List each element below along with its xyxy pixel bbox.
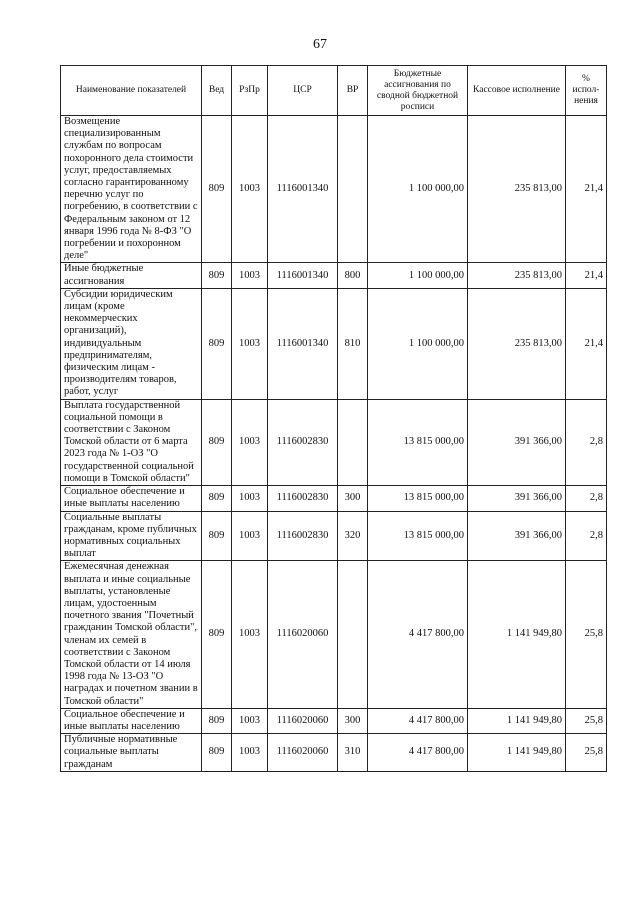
- row-name: Ежемесячная денежная выплата и иные социальные выплаты, установленые лицам, удостоенным почетного звания "Почетный гражданин Томской области", членам их семей в соответствии с Законом Томской области от 14 июля 1998 года № 13-ОЗ "О наградах и почетном звании в Томской области": [61, 561, 202, 708]
- row-budget: 13 815 000,00: [368, 486, 468, 511]
- row-cash: 1 141 949,80: [468, 708, 566, 733]
- row-budget: 4 417 800,00: [368, 708, 468, 733]
- row-percent: 21,4: [566, 263, 607, 288]
- row-name: Иные бюджетные ассигнования: [61, 263, 202, 288]
- row-name: Выплата государственной социальной помощи в соответствии с Законом Томской области от 6 марта 2023 года № 1-ОЗ "О государственной социальной помощи в Томской области": [61, 399, 202, 485]
- table-row: [61, 561, 607, 708]
- row-percent: 25,8: [566, 561, 607, 708]
- row-vr: [338, 399, 368, 485]
- row-budget: 13 815 000,00: [368, 399, 468, 485]
- row-csr: 1116001340: [268, 116, 338, 263]
- header-csr: ЦСР: [268, 66, 338, 116]
- row-rzpr: 1003: [232, 399, 268, 485]
- header-budget: Бюджетные ассигнования по сводной бюджетной росписи: [368, 66, 468, 116]
- row-csr: 1116002830: [268, 399, 338, 485]
- row-cash: 235 813,00: [468, 263, 566, 288]
- table-row: [61, 116, 607, 263]
- row-vr: [338, 116, 368, 263]
- row-cash: 235 813,00: [468, 288, 566, 399]
- table-row: [61, 263, 607, 288]
- row-budget: 13 815 000,00: [368, 511, 468, 561]
- row-ved: 809: [202, 399, 232, 485]
- row-ved: 809: [202, 288, 232, 399]
- row-csr: 1116002830: [268, 486, 338, 511]
- row-cash: 235 813,00: [468, 116, 566, 263]
- budget-execution-table: [60, 65, 607, 772]
- row-csr: 1116020060: [268, 734, 338, 772]
- row-rzpr: 1003: [232, 288, 268, 399]
- row-budget: 1 100 000,00: [368, 288, 468, 399]
- header-percent: % испол-нения: [566, 66, 607, 116]
- row-ved: 809: [202, 263, 232, 288]
- table-row: [61, 708, 607, 733]
- row-csr: 1116001340: [268, 288, 338, 399]
- row-cash: 391 366,00: [468, 399, 566, 485]
- header-name: Наименование показателей: [61, 66, 202, 116]
- row-percent: 2,8: [566, 399, 607, 485]
- row-budget: 4 417 800,00: [368, 734, 468, 772]
- row-ved: 809: [202, 486, 232, 511]
- row-ved: 809: [202, 734, 232, 772]
- table-row: [61, 288, 607, 399]
- row-rzpr: 1003: [232, 734, 268, 772]
- row-percent: 2,8: [566, 511, 607, 561]
- header-rzpr: РзПр: [232, 66, 268, 116]
- page-number: 67: [313, 37, 327, 52]
- row-percent: 25,8: [566, 734, 607, 772]
- table-row: [61, 486, 607, 511]
- row-percent: 2,8: [566, 486, 607, 511]
- row-vr: 320: [338, 511, 368, 561]
- row-cash: 1 141 949,80: [468, 561, 566, 708]
- table-row: [61, 399, 607, 485]
- row-rzpr: 1003: [232, 561, 268, 708]
- row-rzpr: 1003: [232, 486, 268, 511]
- row-percent: 25,8: [566, 708, 607, 733]
- row-name: Субсидии юридическим лицам (кроме некоммерческих организаций), индивидуальным предпринимателям, физическим лицам - производителям товаров, работ, услуг: [61, 288, 202, 399]
- row-budget: 4 417 800,00: [368, 561, 468, 708]
- row-name: Публичные нормативные социальные выплаты гражданам: [61, 734, 202, 772]
- row-vr: 810: [338, 288, 368, 399]
- header-cash: Кассовое исполнение: [468, 66, 566, 116]
- row-ved: 809: [202, 511, 232, 561]
- row-ved: 809: [202, 561, 232, 708]
- row-vr: 310: [338, 734, 368, 772]
- row-name: Социальные выплаты гражданам, кроме публичных нормативных социальных выплат: [61, 511, 202, 561]
- row-csr: 1116001340: [268, 263, 338, 288]
- row-vr: 800: [338, 263, 368, 288]
- table-row: [61, 734, 607, 772]
- header-ved: Вед: [202, 66, 232, 116]
- row-rzpr: 1003: [232, 116, 268, 263]
- row-ved: 809: [202, 708, 232, 733]
- row-vr: 300: [338, 486, 368, 511]
- row-name: Возмещение специализированным службам по вопросам похоронного дела стоимости услуг, предоставляемых согласно гарантированному перечню услуг по погребению, в соответствии с Федеральным законом от 12 января 1996 года № 8-ФЗ "О погребении и похоронном деле": [61, 116, 202, 263]
- row-csr: 1116020060: [268, 561, 338, 708]
- row-csr: 1116002830: [268, 511, 338, 561]
- row-budget: 1 100 000,00: [368, 263, 468, 288]
- row-rzpr: 1003: [232, 511, 268, 561]
- row-cash: 391 366,00: [468, 486, 566, 511]
- row-rzpr: 1003: [232, 263, 268, 288]
- header-vr: ВР: [338, 66, 368, 116]
- row-ved: 809: [202, 116, 232, 263]
- row-percent: 21,4: [566, 116, 607, 263]
- row-vr: [338, 561, 368, 708]
- row-cash: 391 366,00: [468, 511, 566, 561]
- table-header-row: [61, 66, 607, 116]
- row-vr: 300: [338, 708, 368, 733]
- row-cash: 1 141 949,80: [468, 734, 566, 772]
- row-name: Социальное обеспечение и иные выплаты населению: [61, 708, 202, 733]
- row-percent: 21,4: [566, 288, 607, 399]
- row-budget: 1 100 000,00: [368, 116, 468, 263]
- table-row: [61, 511, 607, 561]
- row-name: Социальное обеспечение и иные выплаты населению: [61, 486, 202, 511]
- row-csr: 1116020060: [268, 708, 338, 733]
- row-rzpr: 1003: [232, 708, 268, 733]
